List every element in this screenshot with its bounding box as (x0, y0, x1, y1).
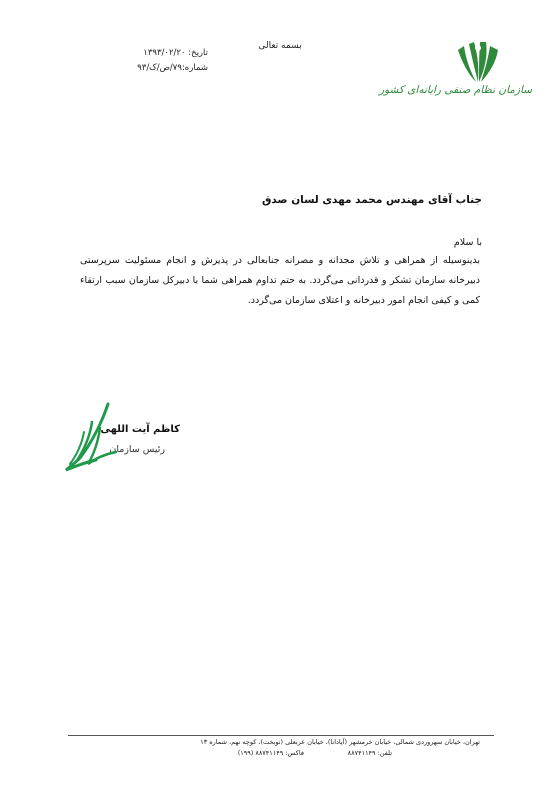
footer-fax: فاکس: ۸۸۷۴۱۱۴۹ (۱۹۹) (237, 749, 304, 757)
organization-logo (379, 40, 532, 112)
invocation: بسمه تعالی (258, 41, 302, 51)
signature-mark (62, 402, 122, 474)
footer-phone: تلفن: ۸۸۷۴۱۱۴۹ (347, 749, 392, 757)
letter-body: بدینوسیله از همراهی و تلاش مجدانه و مصرانه جنابعالی در پذیرش و انجام مسئولیت سرپرستی دبیرخانه سازمان تشکر و قدردانی می‌گردد. به حتم تداوم همراهی شما با دبیرکل سازمان سبب ارتقاء کمی و کیفی انجام امور دبیرخانه و اعتلای سازمان می‌گردد. (80, 255, 480, 306)
letter-date: تاریخ: ۱۳۹۳/۰۲/۲۰ (143, 48, 208, 58)
footer-address: تهران، خیابان سهروردی شمالی، خیابان خرمشهر (آپادانا)، خیابان عربعلی (نوبخت)، کوچه نهم، شماره ۱۳ (200, 738, 480, 746)
letter-number: شماره:۷۹/ص/ک/۹۳ (137, 63, 208, 73)
recipient: جناب آقای مهندس محمد مهدی لسان صدق (261, 194, 482, 206)
letter-meta (98, 46, 208, 76)
logo-leaf-icon (454, 40, 500, 84)
signatory-name: کاظم آیت اللهی (100, 424, 180, 435)
signatory-title: رئیس سازمان (109, 444, 165, 455)
logo-text: سازمان نظام صنفی رایانه‌ای کشور (379, 84, 532, 96)
footer-divider (68, 735, 494, 736)
greeting: با سلام (453, 237, 482, 248)
